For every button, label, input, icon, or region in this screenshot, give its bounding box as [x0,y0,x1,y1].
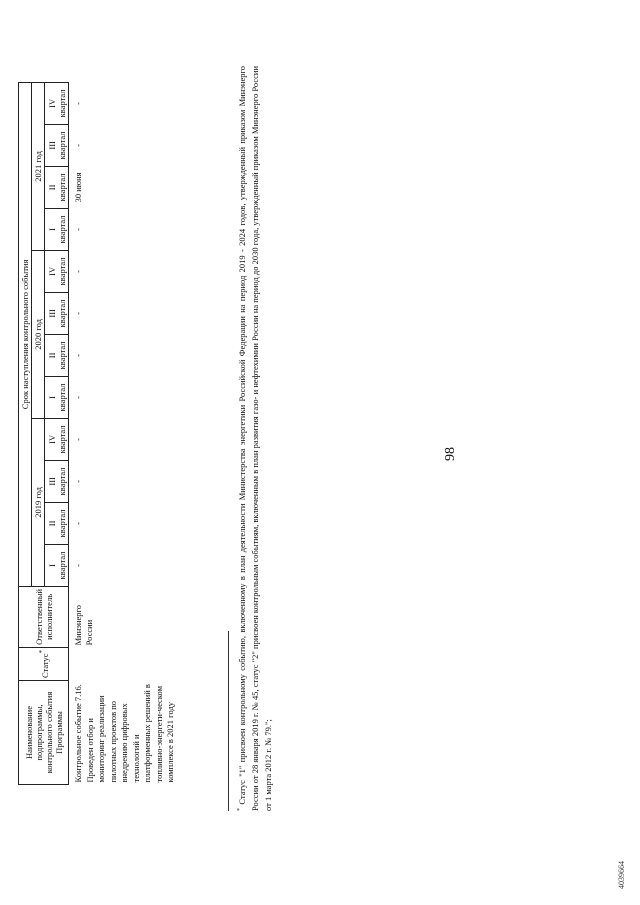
deadline-cell: - [73,395,83,399]
deadline-cell: - [73,563,83,567]
header-name-col: Наименование подпрограммы, контрольного события Программы [19,681,69,785]
footnote-mark: * [237,808,243,811]
quarter-word: квартал [56,467,67,496]
quarter-word: квартал [56,425,67,454]
status-footnote-mark: * [38,649,47,654]
quarter-numeral: I [46,227,57,231]
quarter-word: квартал [56,257,67,286]
quarter-word: квартал [56,89,67,118]
deadline-cell: - [73,437,83,441]
quarter-header [45,418,69,460]
event-status-cell [69,647,178,680]
header-year-2021: 2021 год [32,82,45,250]
header-status-label: Статус [39,653,50,678]
quarter-numeral: II [46,520,57,527]
deadline-cell: - [73,479,83,483]
event-executor-cell: Минэнерго России [73,604,94,646]
quarter-numeral: IV [46,266,57,276]
header-status-col [19,647,69,680]
quarter-header [45,208,69,250]
quarter-header [45,292,69,334]
header-deadline-group: Срок наступления контрольного события [19,82,32,586]
footnote-divider [228,631,229,811]
deadline-cell: - [73,353,83,357]
deadline-cell: - [73,311,83,315]
quarter-header [45,334,69,376]
quarter-header [45,166,69,208]
quarter-word: квартал [56,551,67,580]
quarter-numeral: I [46,395,57,399]
quarter-numeral: III [46,141,57,150]
quarter-numeral: II [46,352,57,359]
quarter-word: квартал [56,299,67,328]
quarter-header [45,502,69,544]
footnote [234,66,275,811]
quarter-word: квартал [56,173,67,202]
deadline-cell: - [73,143,83,147]
deadline-cell: 30 июня [73,172,83,203]
quarter-numeral: IV [46,434,57,444]
quarter-header [45,544,69,586]
document-id: 4039664 [617,861,626,889]
quarter-header [45,376,69,418]
footnote-text: Статус "1" присвоен контрольному событию, включенному в план деятельности Министерства энергетики Российской Федерации на период 2019 - 2024 годов, утвержденный приказом Минэнерго России от 28 января 2019 г. № 45, статус "2" присвоен контрольным событиям, включенным в план развития газо- и нефтехимии России на период до 2030 года, утвержденный приказом Минэнерго России от 1 марта 2012 г. № 79."; [236,66,273,811]
deadline-cell: - [73,521,83,525]
quarter-numeral: IV [46,98,57,108]
deadline-cell: - [73,269,83,273]
quarter-numeral: II [46,184,57,191]
header-year-2019: 2019 год [32,418,45,586]
table-row [69,82,178,784]
quarter-numeral: I [46,563,57,567]
page-number: 98 [443,447,458,461]
deadline-cell: - [73,101,83,105]
quarter-word: квартал [56,509,67,538]
quarter-header [45,460,69,502]
header-year-2020: 2020 год [32,250,45,418]
quarter-header [45,82,69,124]
quarter-word: квартал [56,341,67,370]
quarter-word: квартал [56,215,67,244]
header-executor-col: Ответственный исполнитель [19,586,69,647]
control-events-table [18,82,178,785]
deadline-cell: - [73,227,83,231]
quarter-header [45,250,69,292]
quarter-word: квартал [56,383,67,412]
quarter-numeral: III [46,477,57,486]
event-name-cell: Контрольное событие 7.16. Проведен отбор и мониторинг реализации пилотных проектов по внедрению цифровых технологий и платформенных решений в топливно-энергети-ческом комплексе в 2021 году [73,684,175,783]
quarter-word: квартал [56,131,67,160]
quarter-numeral: III [46,309,57,318]
quarter-header [45,124,69,166]
